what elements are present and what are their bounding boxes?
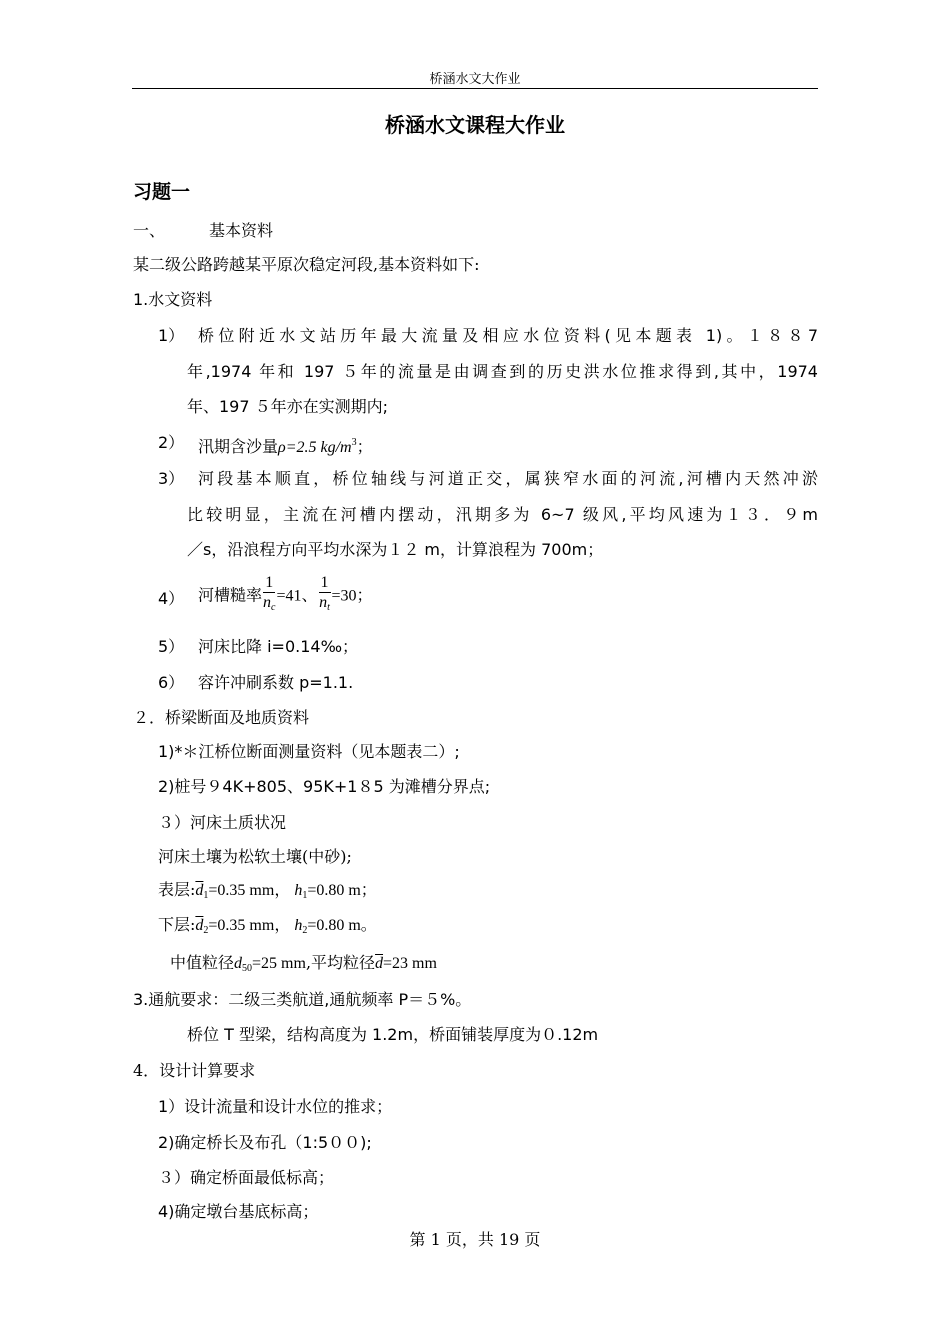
fraction-subscript: t (327, 602, 330, 613)
mean-grain-symbol: $\overline{d}$ (375, 955, 384, 972)
running-header: 桥涵水文大作业 (429, 72, 521, 87)
item3-line3: ／s，沿浪程方向平均水深为１２ m，计算浪程为 700m； (187, 540, 604, 559)
diameter-subscript: 2 (203, 925, 209, 936)
intro-paragraph: 某二级公路跨越某平原次稳定河段,基本资料如下: (133, 255, 480, 274)
part1-heading-number: 一、 (133, 221, 166, 240)
item4-end: ； (356, 585, 373, 605)
page-footer: 第 1 页，共 19 页 (409, 1230, 541, 1249)
mean-grain-label: ,平均粒径 (305, 953, 376, 972)
surface-layer-label: 表层: (158, 880, 196, 899)
item3-line1: 河段基本顺直，桥位轴线与河道正交，属狭窄水面的河流,河槽内天然冲淤 (198, 469, 818, 488)
lower-layer (158, 915, 377, 941)
item5-text: 河床比降 i=0.14‰； (198, 637, 359, 656)
soil-description: 河床土壤为松软土壤(中砂); (158, 847, 352, 866)
median-grain-subscript: 50 (242, 963, 253, 974)
part2-item3: ３）河床土质状况 (158, 813, 287, 832)
item2-label: 汛期含沙量 (198, 437, 279, 456)
part4-item2: 2)确定桥长及布孔（1:5００); (158, 1133, 372, 1152)
part1-heading (133, 221, 273, 241)
sediment-formula-body: ρ=2.5 kg/m (278, 439, 352, 456)
thickness-subscript: 2 (302, 925, 308, 936)
part4-heading: 4．设计计算要求 (133, 1061, 256, 1080)
item6-number: 6） (158, 673, 185, 692)
mean-grain-value: =23 mm (383, 955, 437, 972)
sediment-formula-exponent: 3 (351, 437, 357, 448)
item6-text: 容许冲刷系数 p=1.1. (198, 673, 354, 692)
lower-layer-label: 下层: (158, 915, 196, 934)
item1-line1: 桥位附近水文站历年最大流量及相应水位资料(见本题表 1)。１８８7 (198, 326, 818, 345)
part1-heading-text: 基本资料 (209, 221, 274, 240)
thickness-symbol: h (294, 917, 303, 934)
beam-structure: 桥位 T 型梁，结构高度为 1.2m，桥面铺装厚度为０.12m (187, 1025, 599, 1044)
roughness-channel-value: =41 (276, 587, 302, 605)
fraction-denominator: n (263, 594, 272, 611)
part4-item4: 4)确定墩台基底标高； (158, 1202, 319, 1221)
item1-line2: 年,1974 年和 197 ５年的流量是由调查到的历史洪水位推求得到,其中，1974 (187, 362, 818, 381)
surface-thickness-value: =0.80 m； (307, 882, 377, 899)
part2-heading: ２．桥梁断面及地质资料 (133, 708, 310, 727)
roughness-fraction-channel (263, 574, 275, 618)
item3-number: 3） (158, 469, 185, 488)
hydro-heading: 1.水文资料 (133, 290, 213, 309)
item4-separator: 、 (301, 585, 318, 605)
diameter-symbol: $\overline{d}$ (195, 917, 204, 934)
thickness-symbol: h (294, 882, 303, 899)
item1-line3: 年、197 ５年亦在实测期内; (187, 397, 389, 416)
fraction-numerator: 1 (263, 574, 275, 593)
surface-diameter-value: =0.35 mm， (208, 882, 291, 899)
lower-thickness-value: =0.80 m。 (307, 917, 377, 934)
item2-number: 2） (158, 433, 185, 452)
item5-number: 5） (158, 637, 185, 656)
grain-size (170, 953, 437, 979)
item1-number: 1） (158, 326, 185, 345)
part4-item3: ３）确定桥面最低标高； (158, 1168, 335, 1187)
item4-text (198, 574, 373, 618)
diameter-subscript: 1 (203, 890, 209, 901)
item4-label: 河槽糙率 (198, 585, 263, 605)
part2-item1: 1)*＊江桥位断面测量资料（见本题表二）; (158, 742, 460, 761)
item4-number: 4） (158, 589, 185, 608)
lower-diameter-value: =0.35 mm， (208, 917, 291, 934)
fraction-denominator: n (319, 594, 328, 611)
median-grain-label: 中值粒径 (170, 953, 235, 972)
navigation-requirement: 3.通航要求：二级三类航道,通航频率 P＝５%。 (133, 990, 472, 1009)
median-grain-symbol: d (234, 955, 243, 972)
roughness-fraction-floodplain (319, 574, 331, 618)
item2-end: ； (356, 437, 373, 456)
item2-text (198, 433, 373, 458)
section-heading: 习题一 (133, 181, 191, 203)
sediment-formula (278, 439, 357, 456)
median-grain-value: =25 mm (252, 955, 306, 972)
roughness-floodplain-value: =30 (331, 587, 357, 605)
thickness-subscript: 1 (302, 890, 308, 901)
fraction-subscript: c (271, 602, 276, 613)
diameter-symbol: $\overline{d}$ (195, 882, 204, 899)
item3-line2: 比较明显，主流在河槽内摆动，汛期多为 6~7 级风,平均风速为１３．９m (187, 505, 818, 524)
part2-item2: 2)桩号９4K+805、95K+1８5 为滩槽分界点; (158, 777, 491, 796)
surface-layer (158, 880, 377, 906)
document-title: 桥涵水文课程大作业 (385, 113, 565, 137)
header-rule (132, 88, 818, 89)
fraction-numerator: 1 (320, 574, 329, 591)
part4-item1: 1）设计流量和设计水位的推求； (158, 1097, 393, 1116)
